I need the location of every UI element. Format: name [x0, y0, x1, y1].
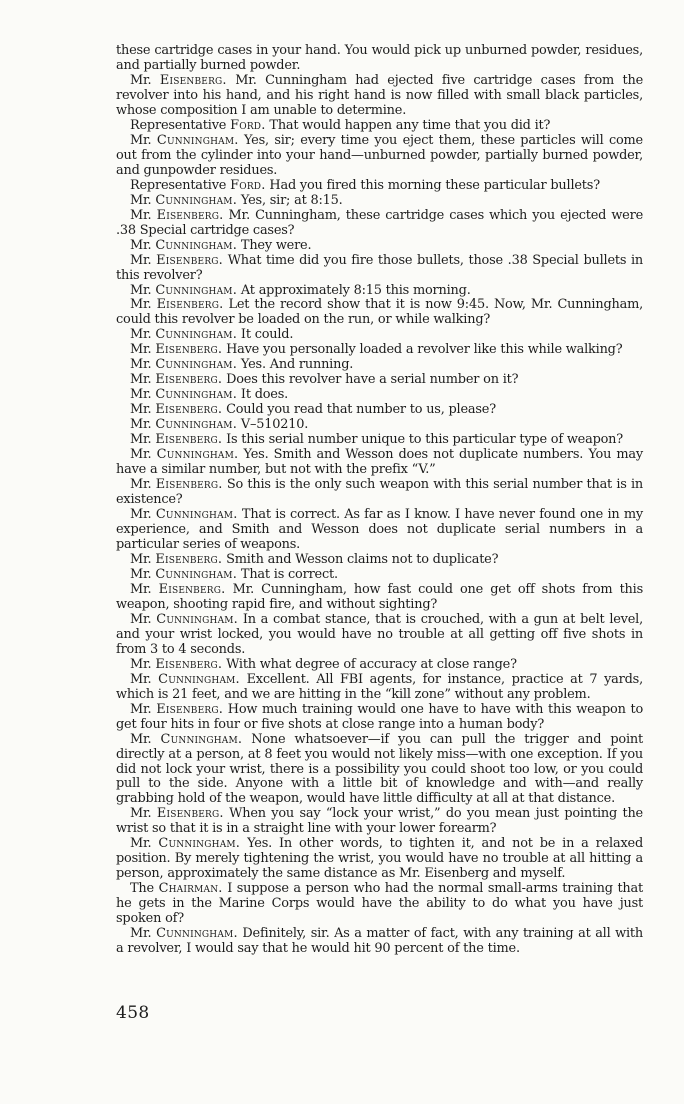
speaker-name: Chairman. [158, 881, 223, 897]
statement-text: Let the record show that it is now 9:45. Now, Mr. Cunningham, could this revolver be loaded on the run, or while walking? [116, 297, 644, 328]
testimony-paragraph [116, 254, 643, 284]
speaker-title: Representative [130, 117, 231, 133]
statement-text: Yes, sir; every time you eject them, these particles will come out from the cylinder into your hand—unburned powder, partially burned powder, and gunpowder residues. [116, 132, 643, 178]
testimony-paragraph [116, 553, 643, 568]
speaker-name: Cunningham. [155, 357, 238, 373]
speaker-title: Representative [130, 177, 231, 193]
speaker-name: Eisenberg. [155, 477, 223, 493]
speaker-title: Mr. [130, 207, 157, 223]
speaker-title: Mr. [130, 671, 159, 687]
testimony-paragraph [116, 882, 643, 927]
speaker-title: Mr. [130, 192, 156, 208]
testimony-paragraph [116, 373, 643, 388]
testimony-paragraph [116, 837, 643, 882]
testimony-paragraph [116, 44, 643, 74]
testimony-paragraph [116, 209, 643, 239]
speaker-name: Cunningham. [155, 237, 238, 253]
speaker-title: Mr. [130, 926, 157, 942]
speaker-name: Cunningham. [155, 507, 238, 523]
testimony-paragraph [116, 418, 643, 433]
speaker-name: Eisenberg. [156, 252, 223, 268]
speaker-name: Eisenberg. [156, 207, 224, 223]
statement-text: With what degree of accuracy at close range? [222, 656, 517, 672]
speaker-name: Cunningham. [156, 926, 238, 942]
testimony-paragraph [116, 119, 643, 134]
testimony-paragraph [116, 298, 643, 328]
speaker-title: Mr. [130, 806, 157, 822]
speaker-title: Mr. [130, 282, 156, 298]
testimony-paragraph [116, 284, 643, 299]
speaker-title: Mr. [130, 372, 156, 388]
speaker-name: Eisenberg. [155, 402, 223, 418]
speaker-name: Cunningham. [155, 417, 238, 433]
statement-text: Had you fired this morning these particular bullets? [265, 177, 600, 193]
speaker-title: Mr. [130, 477, 156, 493]
page-number: 458 [116, 1003, 150, 1023]
testimony-paragraph [116, 433, 643, 448]
testimony-paragraph [116, 448, 643, 478]
testimony-paragraph [116, 478, 643, 508]
statement-text: What time did you fire those bullets, those .38 Special bullets in this revolver? [116, 252, 643, 283]
testimony-paragraph [116, 568, 643, 583]
speaker-title: Mr. [130, 611, 157, 627]
speaker-title: Mr. [130, 132, 157, 148]
speaker-title: Mr. [130, 417, 156, 433]
statement-text: How much training would one have to have with this weapon to get four hits in four or five shots at close range into a human body? [116, 701, 644, 732]
statement-text: In a combat stance, that is crouched, with a gun at belt level, and your wrist locked, you would have no trouble at all getting off five shots in from 3 to 4 seconds. [116, 611, 643, 657]
testimony-paragraph [116, 658, 643, 673]
speaker-name: Eisenberg. [156, 806, 224, 822]
statement-text: Could you read that number to us, please? [222, 402, 496, 418]
statement-text: Mr. Cunningham had ejected five cartridge cases from the revolver into his hand, and his right hand is now filled with small black particles, whose composition I am unable to determine. [116, 72, 643, 118]
testimony-paragraph [116, 388, 643, 403]
speaker-title: Mr. [130, 551, 156, 567]
speaker-title: Mr. [130, 327, 156, 343]
testimony-paragraph [116, 74, 643, 119]
statement-text: It does. [237, 387, 289, 403]
speaker-title: Mr. [130, 447, 157, 463]
speaker-title: Mr. [130, 701, 157, 717]
statement-text: I suppose a person who had the normal small-arms training that he gets in the Marine Corps would have the ability to do what you have just spoken of? [116, 881, 644, 927]
speaker-title: Mr. [130, 252, 157, 268]
speaker-name: Cunningham. [155, 566, 238, 582]
testimony-paragraph [116, 403, 643, 418]
speaker-name: Cunningham. [155, 387, 238, 403]
testimony-paragraph [116, 358, 643, 373]
statement-text: Definitely, sir. As a matter of fact, with any training at all with a revolver, I would say that he would hit 90 percent of the time. [116, 926, 643, 957]
testimony-paragraph [116, 807, 643, 837]
testimony-paragraph [116, 239, 643, 254]
statement-text: Mr. Cunningham, how fast could one get off shots from this weapon, shooting rapid fire, and without sighting? [116, 581, 644, 612]
speaker-name: Cunningham. [155, 192, 238, 208]
speaker-name: Cunningham. [156, 132, 239, 148]
speaker-name: Eisenberg. [155, 551, 223, 567]
statement-text: That would happen any time that you did it? [265, 117, 551, 133]
testimony-paragraph [116, 613, 643, 658]
speaker-title: The [130, 881, 159, 897]
speaker-name: Eisenberg. [158, 581, 226, 597]
statement-text: Yes. And running. [237, 357, 354, 373]
speaker-title: Mr. [130, 72, 160, 88]
speaker-name: Cunningham. [158, 836, 241, 852]
speaker-title: Mr. [130, 566, 156, 582]
testimony-paragraph [116, 733, 643, 808]
testimony-paragraph [116, 343, 643, 358]
speaker-title: Mr. [130, 656, 156, 672]
speaker-name: Eisenberg. [155, 656, 223, 672]
statement-text: When you say “lock your wrist,” do you mean just pointing the wrist so that it is in a straight line with your lower forearm? [116, 806, 643, 837]
statement-text: That is correct. As far as I know. I have never found one in my experience, and Smith and Wesson does not duplicate serial numbers in a particular series of weapons. [116, 507, 643, 552]
speaker-name: Eisenberg. [155, 372, 223, 388]
statement-text: Yes, sir; at 8:15. [237, 192, 343, 208]
speaker-title: Mr. [130, 297, 157, 313]
testimony-paragraph [116, 194, 643, 209]
speaker-name: Cunningham. [158, 671, 240, 687]
speaker-name: Eisenberg. [156, 297, 224, 313]
speaker-name: Ford. [230, 177, 266, 193]
testimony-paragraph [116, 508, 643, 553]
speaker-name: Eisenberg. [159, 72, 227, 88]
statement-text: None whatsoever—if you can pull the trigger and point directly at a person, at 8 feet you would not likely miss—with one exception. If you did not lock your wrist, there is a possibility you could shoot too low, or you could pull to the side. Anyone with a little bit of knowledge and with—and really grabbing hold of the weapon, would have little difficulty at all at that distance. [116, 731, 643, 807]
speaker-name: Cunningham. [156, 447, 239, 463]
statement-text: That is correct. [237, 566, 338, 582]
speaker-name: Ford. [230, 117, 266, 133]
speaker-name: Eisenberg. [155, 432, 223, 448]
statement-text: Have you personally loaded a revolver like this while walking? [222, 342, 623, 358]
statement-text: Yes. In other words, to tighten it, and not be in a relaxed position. By merely tightening the wrist, you would have no trouble at all hitting a person, approximately the same distance as Mr. Eisenberg and myself. [116, 836, 643, 882]
speaker-name: Cunningham. [155, 327, 238, 343]
statement-text: It could. [237, 327, 294, 343]
speaker-title: Mr. [130, 836, 159, 852]
speaker-title: Mr. [130, 432, 156, 448]
speaker-title: Mr. [130, 507, 156, 523]
speaker-title: Mr. [130, 357, 156, 373]
statement-text: Is this serial number unique to this particular type of weapon? [222, 432, 623, 448]
testimony-paragraph [116, 134, 643, 179]
speaker-name: Cunningham. [160, 731, 243, 747]
speaker-name: Cunningham. [156, 611, 238, 627]
speaker-title: Mr. [130, 731, 161, 747]
testimony-paragraph [116, 583, 643, 613]
statement-text: these cartridge cases in your hand. You would pick up unburned powder, residues, and partially burned powder. [116, 43, 643, 73]
statement-text: Smith and Wesson claims not to duplicate? [222, 551, 499, 567]
testimony-paragraph [116, 673, 643, 703]
testimony-paragraph [116, 927, 643, 957]
speaker-title: Mr. [130, 402, 156, 418]
speaker-name: Eisenberg. [156, 701, 224, 717]
speaker-title: Mr. [130, 237, 156, 253]
testimony-paragraph [116, 179, 643, 194]
statement-text: Does this revolver have a serial number on it? [222, 372, 519, 388]
speaker-name: Cunningham. [155, 282, 238, 298]
statement-text: V–510210. [237, 417, 309, 433]
statement-text: They were. [237, 237, 312, 253]
statement-text: So this is the only such weapon with this serial number that is in existence? [116, 477, 643, 508]
speaker-name: Eisenberg. [155, 342, 223, 358]
speaker-title: Mr. [130, 581, 159, 597]
statement-text: Excellent. All FBI agents, for instance, practice at 7 yards, which is 21 feet, and we are hitting in the “kill zone” without any problem. [116, 671, 643, 702]
speaker-title: Mr. [130, 387, 156, 403]
statement-text: Yes. Smith and Wesson does not duplicate numbers. You may have a similar number, but not with the prefix “V.” [116, 447, 643, 478]
testimony-paragraph [116, 328, 643, 343]
testimony-paragraph [116, 703, 643, 733]
statement-text: At approximately 8:15 this morning. [237, 282, 471, 298]
testimony-text [116, 44, 643, 957]
statement-text: Mr. Cunningham, these cartridge cases which you ejected were .38 Special cartridge cases? [116, 207, 644, 238]
speaker-title: Mr. [130, 342, 156, 358]
